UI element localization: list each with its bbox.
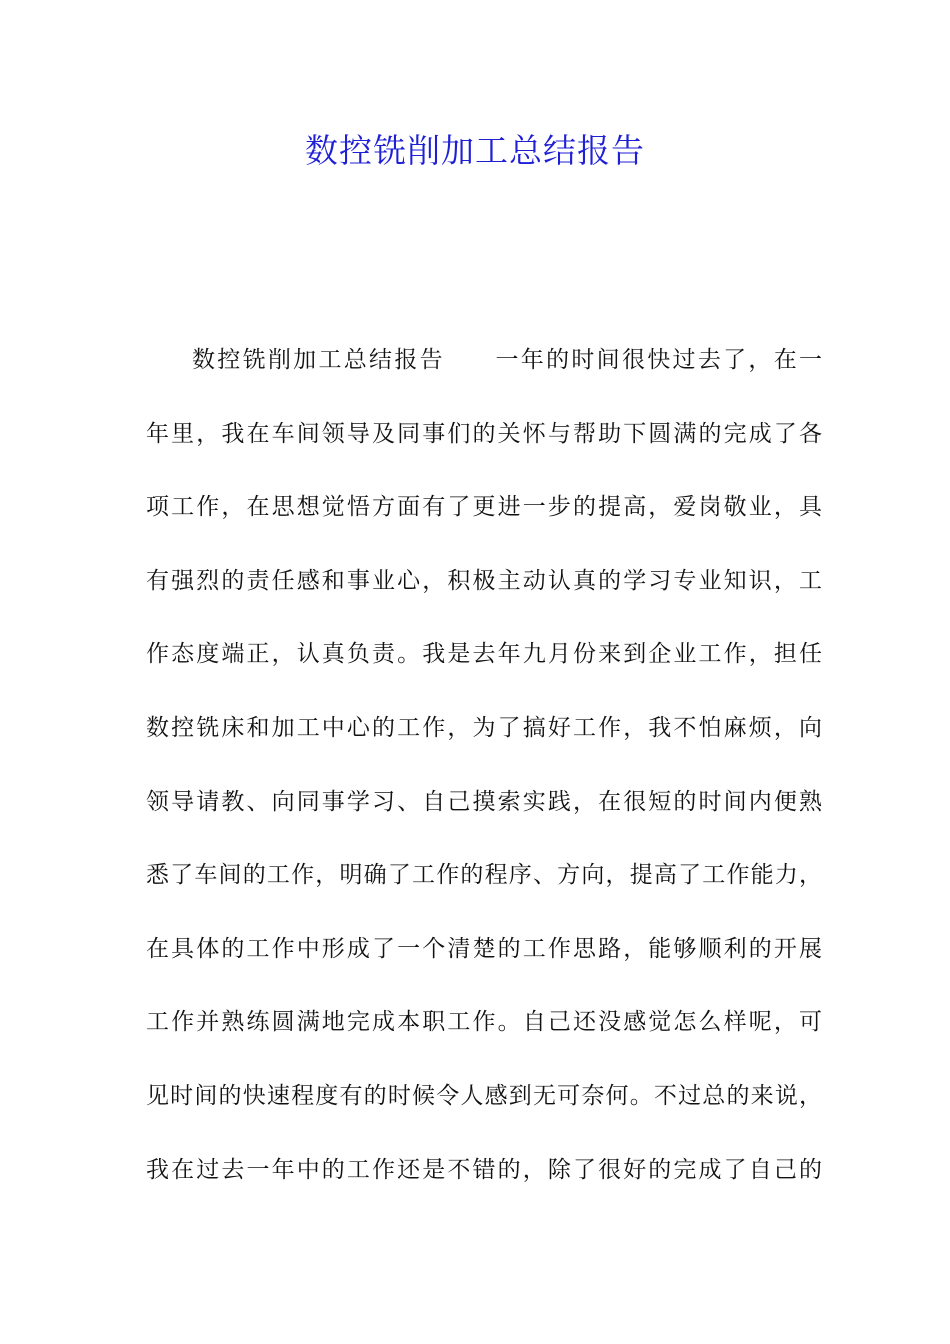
body-line: 工作并熟练圆满地完成本职工作。自己还没感觉怎么样呢，可 — [146, 1009, 822, 1036]
document-body — [146, 340, 822, 1223]
body-line: 见时间的快速程度有的时候令人感到无可奈何。不过总的来说， — [146, 1082, 822, 1109]
body-line: 年里，我在车间领导及同事们的关怀与帮助下圆满的完成了各 — [146, 420, 822, 447]
body-line: 有强烈的责任感和事业心，积极主动认真的学习专业知识，工 — [146, 567, 822, 594]
body-line: 在具体的工作中形成了一个清楚的工作思路，能够顺利的开展 — [146, 935, 822, 962]
body-line: 作态度端正，认真负责。我是去年九月份来到企业工作，担任 — [146, 641, 822, 668]
body-line: 领导请教、向同事学习、自己摸索实践，在很短的时间内便熟 — [146, 788, 822, 815]
body-line: 数控铣床和加工中心的工作，为了搞好工作，我不怕麻烦，向 — [146, 714, 822, 741]
body-line: 悉了车间的工作，明确了工作的程序、方向，提高了工作能力， — [146, 862, 822, 889]
body-line: 项工作，在思想觉悟方面有了更进一步的提高，爱岗敬业，具 — [146, 494, 822, 521]
body-line: 我在过去一年中的工作还是不错的，除了很好的完成了自己的 — [146, 1156, 822, 1183]
document-title: 数控铣削加工总结报告 — [305, 131, 645, 170]
body-line: 数控铣削加工总结报告 一年的时间很快过去了，在一 — [192, 347, 822, 373]
